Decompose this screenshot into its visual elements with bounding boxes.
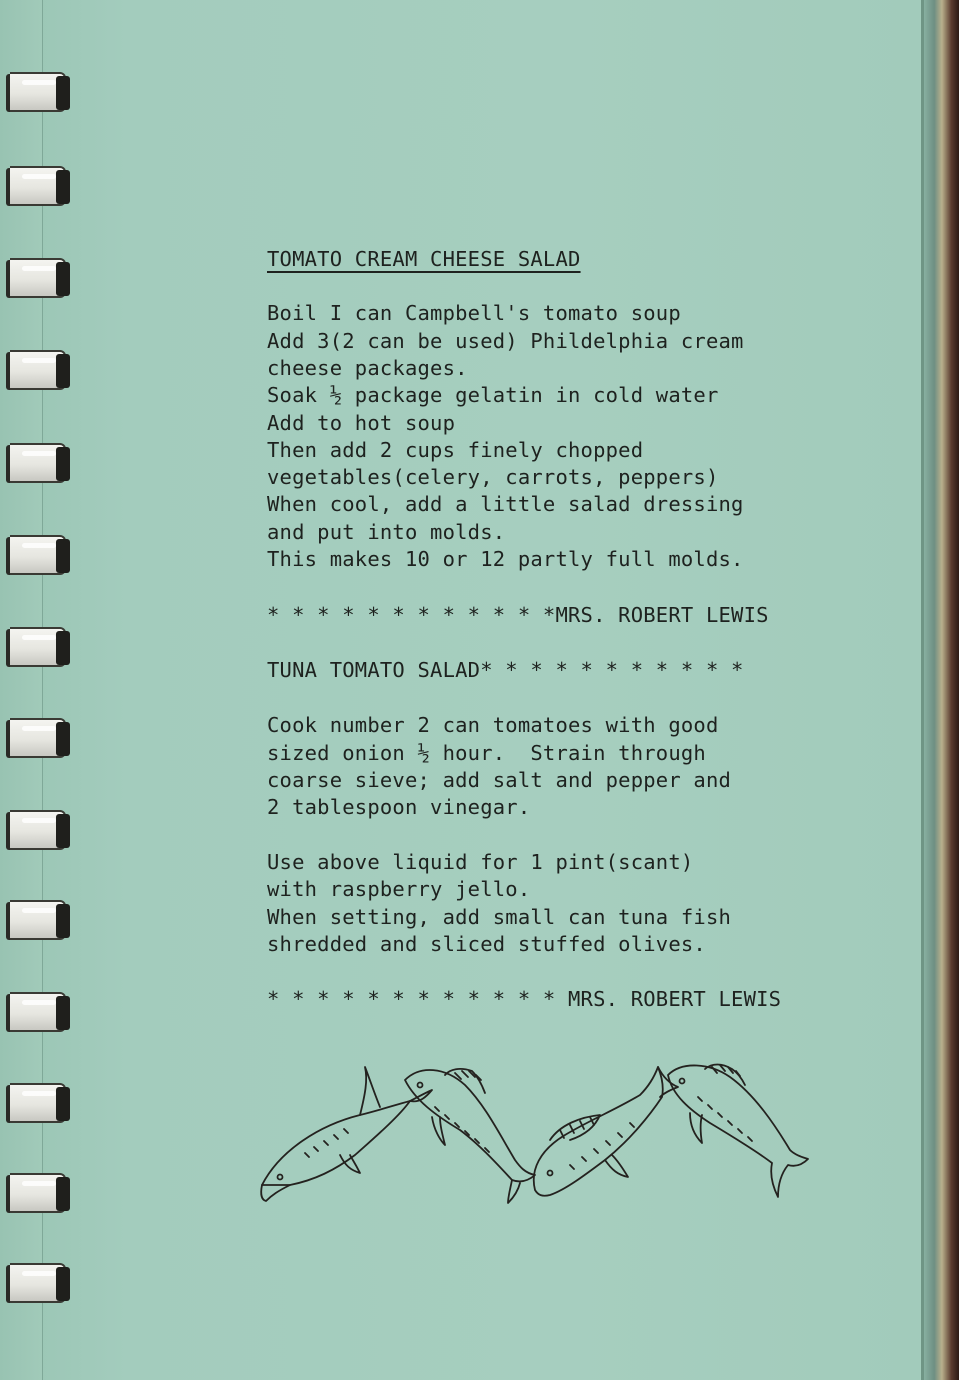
binding-ring	[6, 1173, 64, 1215]
recipe-line: and put into molds.	[267, 520, 506, 544]
fish-drawing-icon	[250, 1055, 820, 1205]
binding-ring	[6, 166, 64, 208]
recipe-title-tuna-tomato-salad: TUNA TOMATO SALAD* * * * * * * * * * *	[267, 658, 744, 682]
binding-ring	[6, 535, 64, 577]
binding-ring	[6, 72, 64, 114]
book-edge	[921, 0, 959, 1380]
binding-ring	[6, 992, 64, 1034]
recipe-line: vegetables(celery, carrots, peppers)	[267, 465, 719, 489]
recipe-line: coarse sieve; add salt and pepper and	[267, 768, 732, 792]
recipe-line: shredded and sliced stuffed olives.	[267, 932, 706, 956]
recipe-line: When cool, add a little salad dressing	[267, 492, 744, 516]
recipe-line: Boil I can Campbell's tomato soup	[267, 301, 681, 325]
recipe-line: Add 3(2 can be used) Phildelphia cream	[267, 329, 744, 353]
recipe-line: sized onion ½ hour. Strain through	[267, 741, 706, 765]
fish-icon	[405, 1069, 535, 1203]
recipe-line: Cook number 2 can tomatoes with good	[267, 713, 719, 737]
recipe-line: Soak ½ package gelatin in cold water	[267, 383, 719, 407]
recipe-line: Use above liquid for 1 pint(scant)	[267, 850, 694, 874]
recipe-line: 2 tablespoon vinegar.	[267, 795, 531, 819]
recipe-line: Add to hot soup	[267, 411, 456, 435]
binding-ring	[6, 1083, 64, 1125]
binding-ring	[6, 627, 64, 669]
recipe-line: cheese packages.	[267, 356, 468, 380]
binding-ring	[6, 1263, 64, 1305]
recipe-line: This makes 10 or 12 partly full molds.	[267, 547, 744, 571]
recipe-line: When setting, add small can tuna fish	[267, 905, 732, 929]
recipe-title-tomato-cream-cheese-salad: TOMATO CREAM CHEESE SALAD	[267, 247, 581, 271]
binding-ring	[6, 258, 64, 300]
fish-icon	[534, 1067, 678, 1196]
binding-ring	[6, 443, 64, 485]
binding-ring	[6, 350, 64, 392]
recipe-signature: * * * * * * * * * * * *MRS. ROBERT LEWIS	[267, 603, 769, 627]
fish-icon	[668, 1065, 808, 1198]
recipe-signature: * * * * * * * * * * * * MRS. ROBERT LEWIS	[267, 987, 782, 1011]
binding-ring	[6, 900, 64, 942]
binding-ring	[6, 718, 64, 760]
recipe-line: with raspberry jello.	[267, 877, 531, 901]
recipe-line: Then add 2 cups finely chopped	[267, 438, 644, 462]
binding-ring	[6, 810, 64, 852]
fish-icon	[261, 1067, 432, 1201]
